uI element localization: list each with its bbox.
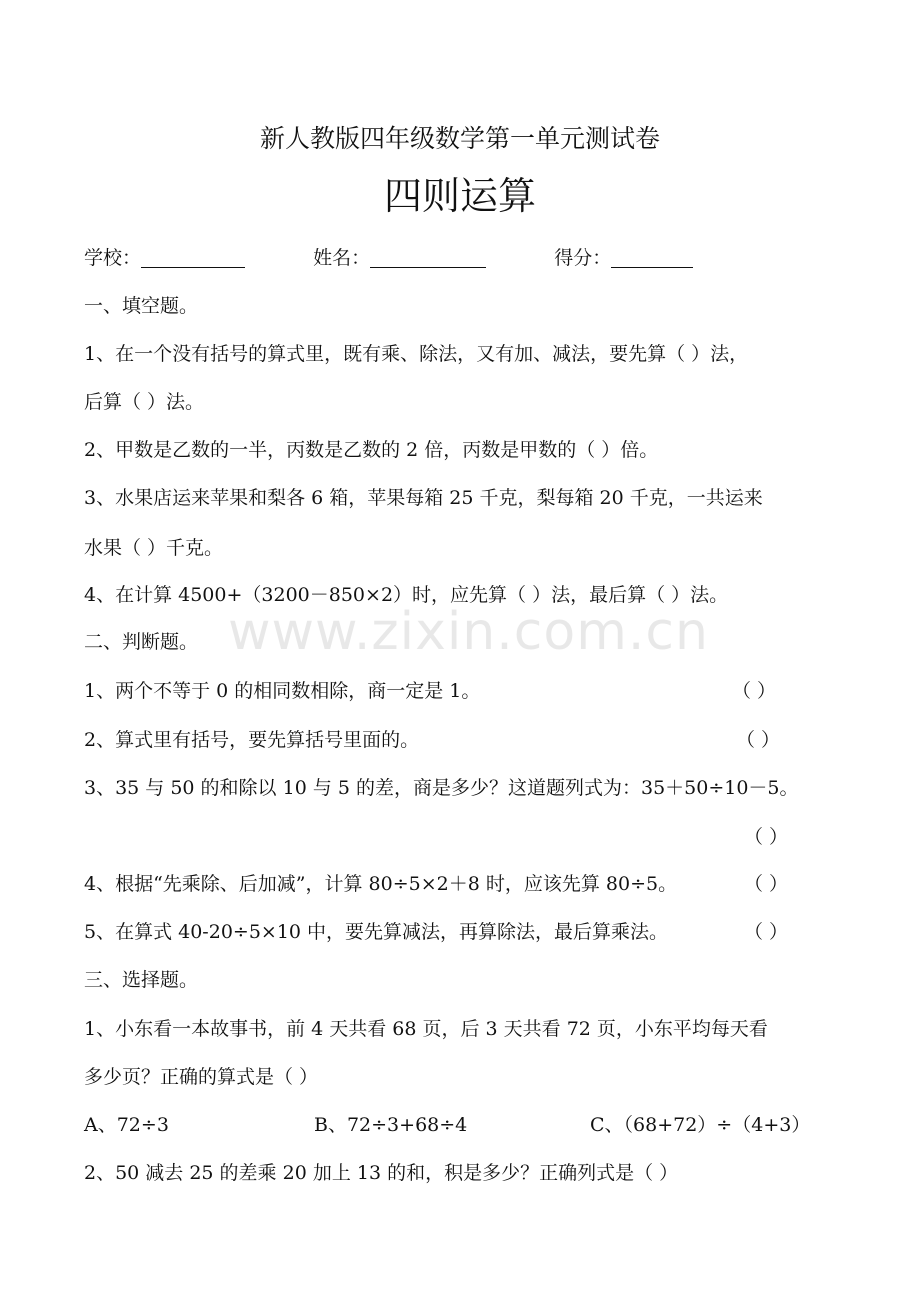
s3-q1-line1: 1、小东看一本故事书，前 4 天共看 68 页，后 3 天共看 72 页，小东平均每天看 — [84, 1018, 768, 1040]
info-row — [84, 246, 693, 270]
s3-q1-option-a[interactable]: A、72÷3 — [84, 1114, 169, 1136]
s2-q5: 5、在算式 40-20÷5×10 中，要先算减法，再算除法，最后算乘法。 — [84, 921, 669, 943]
s1-q3-line2: 水果（ ）千克。 — [84, 537, 224, 559]
s2-q3-answer-paren[interactable]: （ ） — [744, 826, 789, 848]
name-label: 姓名： — [313, 247, 371, 269]
section3-heading: 三、选择题。 — [84, 969, 199, 991]
s1-q1-line1: 1、在一个没有括号的算式里，既有乘、除法，又有加、减法，要先算（ ）法， — [84, 343, 749, 365]
s3-q2: 2、50 减去 25 的差乘 20 加上 13 的和，积是多少？正确列式是（ ） — [84, 1162, 679, 1184]
section2-heading: 二、判断题。 — [84, 631, 199, 653]
s3-q1-option-c[interactable]: C、（68+72）÷（4+3） — [590, 1114, 811, 1136]
s2-q4-answer-paren[interactable]: （ ） — [744, 873, 789, 895]
s2-q1: 1、两个不等于 0 的相同数相除，商一定是 1。 — [84, 680, 481, 702]
s2-q4: 4、根据“先乘除、后加减”，计算 80÷5×2＋8 时，应该先算 80÷5。 — [84, 873, 678, 895]
section1-heading: 一、填空题。 — [84, 295, 199, 317]
s1-q1-line2: 后算（ ）法。 — [84, 391, 205, 413]
name-blank[interactable] — [370, 247, 486, 268]
school-label: 学校： — [84, 247, 142, 269]
watermark: www.zixin.com.cn — [228, 602, 709, 662]
s1-q2: 2、甲数是乙数的一半，丙数是乙数的 2 倍，丙数是甲数的（ ）倍。 — [84, 439, 659, 461]
score-blank[interactable] — [611, 247, 693, 268]
s2-q3: 3、35 与 50 的和除以 10 与 5 的差，商是多少？这道题列式为：35＋50÷10－5。 — [84, 777, 799, 799]
s2-q1-answer-paren[interactable]: （ ） — [732, 680, 777, 702]
exam-subtitle: 新人教版四年级数学第一单元测试卷 — [259, 124, 660, 153]
exam-title: 四则运算 — [383, 174, 536, 218]
s3-q1-option-b[interactable]: B、72÷3+68÷4 — [314, 1114, 468, 1136]
s2-q2: 2、算式里有括号，要先算括号里面的。 — [84, 729, 420, 751]
s2-q5-answer-paren[interactable]: （ ） — [744, 921, 789, 943]
score-label: 得分： — [554, 247, 612, 269]
s2-q2-answer-paren[interactable]: （ ） — [736, 729, 781, 751]
s3-q1-line2: 多少页？正确的算式是（ ） — [84, 1066, 319, 1088]
s1-q4: 4、在计算 4500+（3200－850×2）时，应先算（ ）法，最后算（ ）法。 — [84, 584, 729, 606]
school-blank[interactable] — [141, 247, 245, 268]
s1-q3-line1: 3、水果店运来苹果和梨各 6 箱，苹果每箱 25 千克，梨每箱 20 千克，一共运来 — [84, 487, 763, 509]
